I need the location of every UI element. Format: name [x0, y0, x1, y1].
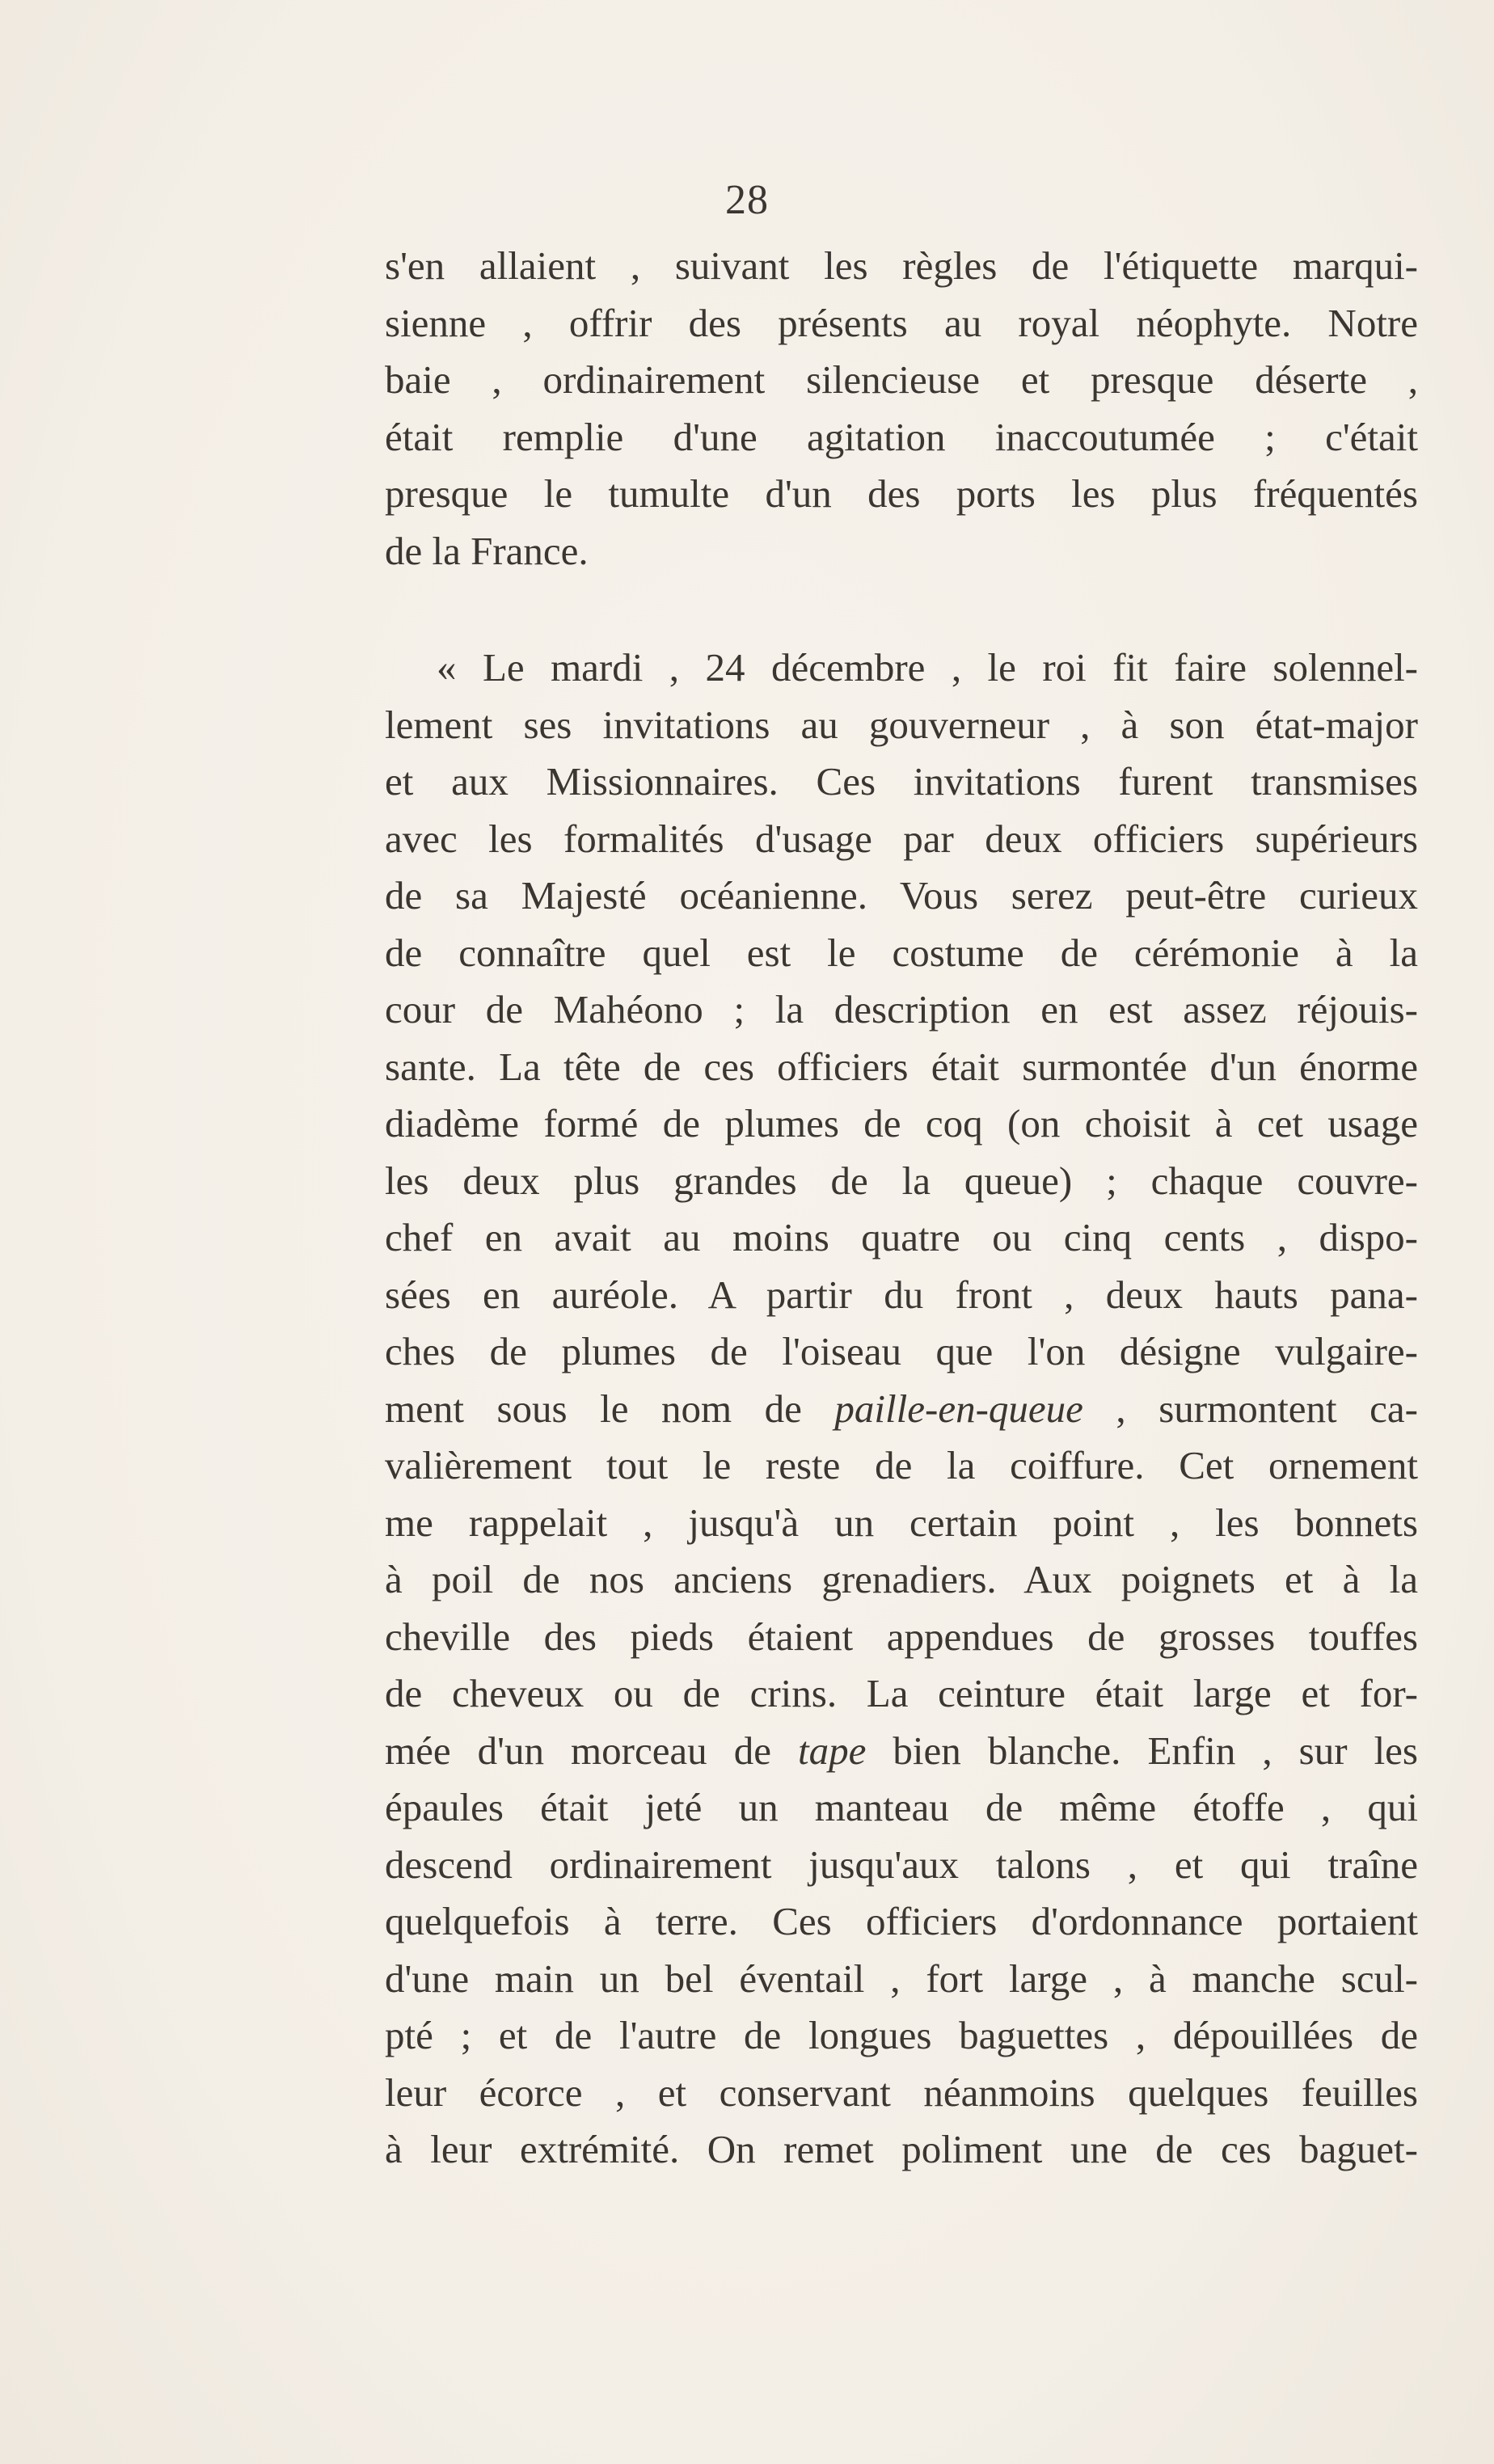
- text-line-with-italic: [385, 1723, 1418, 1780]
- text-line: de cheveux ou de crins. La ceinture était large et for-: [385, 1671, 1418, 1715]
- text-line: et aux Missionnaires. Ces invitations furent transmises: [385, 759, 1418, 804]
- text-line: « Le mardi , 24 décembre , le roi fit faire solennel-: [437, 645, 1418, 690]
- text-line: presque le tumulte d'un des ports les plus fréquentés: [385, 471, 1418, 516]
- body-text: [385, 238, 1418, 2179]
- text-line: était remplie d'une agitation inaccoutumée ; c'était: [385, 414, 1418, 459]
- text-line: me rappelait , jusqu'à un certain point , les bonnets: [385, 1500, 1418, 1545]
- text-line: cheville des pieds étaient appendues de grosses touffes: [385, 1614, 1418, 1659]
- text-line: à leur extrémité. On remet poliment une de ces baguet-: [385, 2127, 1418, 2171]
- text-line: sées en auréole. A partir du front , deux hauts pana-: [385, 1272, 1418, 1317]
- text-line: s'en allaient , suivant les règles de l'étiquette marqui-: [385, 243, 1418, 288]
- text-line-with-italic: [385, 1381, 1418, 1438]
- text-line: cour de Mahéono ; la description en est assez réjouis-: [385, 987, 1418, 1032]
- paragraph-gap: [385, 580, 1418, 639]
- text-line: lement ses invitations au gouverneur , à son état-major: [385, 702, 1418, 747]
- text-line: leur écorce , et conservant néanmoins quelques feuilles: [385, 2070, 1418, 2115]
- text-line: les deux plus grandes de la queue) ; chaque couvre-: [385, 1158, 1418, 1203]
- text-segment: bien blanche. Enfin , sur les: [866, 1728, 1418, 1773]
- text-line: descend ordinairement jusqu'aux talons , et qui traîne: [385, 1842, 1418, 1887]
- text-segment: , surmontent ca-: [1083, 1386, 1418, 1431]
- text-line: chef en avait au moins quatre ou cinq cents , dispo-: [385, 1215, 1418, 1259]
- text-line: sienne , offrir des présents au royal néophyte. Notre: [385, 300, 1418, 345]
- text-line: baie , ordinairement silencieuse et presque déserte ,: [385, 357, 1418, 402]
- text-line: de la France.: [385, 528, 589, 573]
- text-segment: mée d'un morceau de: [385, 1728, 799, 1773]
- text-line: épaules était jeté un manteau de même étoffe , qui: [385, 1785, 1418, 1829]
- text-segment: ment sous le nom de: [385, 1386, 835, 1431]
- text-line: d'une main un bel éventail , fort large , à manche scul-: [385, 1956, 1418, 2001]
- text-line: pté ; et de l'autre de longues baguettes , dépouillées de: [385, 2013, 1418, 2057]
- paragraph-1: [385, 238, 1418, 580]
- text-line: ches de plumes de l'oiseau que l'on désigne vulgaire-: [385, 1329, 1418, 1373]
- text-line: quelquefois à terre. Ces officiers d'ordonnance portaient: [385, 1899, 1418, 1943]
- page-number: 28: [725, 177, 769, 223]
- text-line: diadème formé de plumes de coq (on choisit à cet usage: [385, 1101, 1418, 1146]
- paragraph-2: [385, 639, 1418, 2179]
- text-line: à poil de nos anciens grenadiers. Aux poignets et à la: [385, 1557, 1418, 1601]
- text-line: valièrement tout le reste de la coiffure. Cet ornement: [385, 1443, 1418, 1487]
- text-line: de sa Majesté océanienne. Vous serez peut-être curieux: [385, 873, 1418, 918]
- italic-term: tape: [798, 1728, 867, 1773]
- italic-term: paille-en-queue: [834, 1386, 1083, 1431]
- text-line: de connaître quel est le costume de cérémonie à la: [385, 930, 1418, 975]
- text-line: avec les formalités d'usage par deux officiers supérieurs: [385, 816, 1418, 861]
- text-line: sante. La tête de ces officiers était surmontée d'un énorme: [385, 1044, 1418, 1089]
